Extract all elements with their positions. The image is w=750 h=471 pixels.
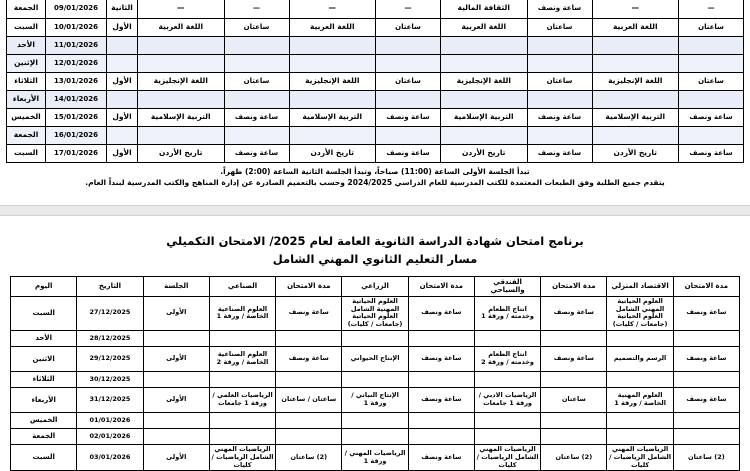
cell-subject-1	[138, 127, 225, 145]
cell-subject-4: اللغة الإنجليزية	[592, 73, 679, 91]
cell-home-subject	[607, 412, 673, 428]
cell-session	[107, 91, 138, 109]
cell-subject-4	[592, 37, 679, 55]
cell-date: 28/12/2025	[77, 330, 143, 346]
cell-date: 12/01/2026	[46, 55, 107, 73]
cell-duration-1: ساعتان	[224, 73, 289, 91]
cell-subject-4: تاريخ الأردن	[592, 145, 679, 163]
cell-duration-2	[376, 127, 441, 145]
cell-home-subject	[607, 371, 673, 387]
cell-session	[107, 37, 138, 55]
cell-home-subject	[607, 330, 673, 346]
cell-duration-1	[224, 37, 289, 55]
cell-day: الثلاثاء	[11, 371, 77, 387]
cell-duration-1	[224, 55, 289, 73]
cell-home-duration: (2) ساعتان	[673, 444, 739, 470]
cell-subject-2: اللغة العربية	[289, 19, 376, 37]
academic-exam-schedule-table	[6, 0, 744, 163]
cell-agri-duration	[408, 330, 474, 346]
cell-subject-3	[441, 55, 528, 73]
cell-duration-4	[679, 127, 744, 145]
cell-day: الجمعة	[7, 0, 46, 19]
cell-date: 14/01/2026	[46, 91, 107, 109]
cell-session	[107, 127, 138, 145]
cell-session: الأول	[107, 109, 138, 127]
cell-day: الأربعاء	[7, 91, 46, 109]
cell-date: 02/01/2026	[77, 428, 143, 444]
cell-agri-subject: الإنتاج الحيواني	[342, 346, 408, 371]
cell-subject-2: اللغة الإنجليزية	[289, 73, 376, 91]
cell-duration-1: —	[224, 0, 289, 19]
cell-duration-3	[527, 37, 592, 55]
cell-hotel-duration	[541, 371, 607, 387]
cell-subject-2: —	[289, 0, 376, 19]
cell-duration-4: ساعة ونصف	[679, 109, 744, 127]
table-row	[7, 37, 744, 55]
cell-agri-duration	[408, 412, 474, 428]
cell-date: 13/01/2026	[46, 73, 107, 91]
table-row	[7, 91, 744, 109]
cell-industrial-duration	[276, 330, 342, 346]
cell-day: الجمعة	[11, 428, 77, 444]
cell-agri-duration: ساعة ونصف	[408, 296, 474, 330]
cell-date: 15/01/2026	[46, 109, 107, 127]
cell-session: الثانية	[107, 0, 138, 19]
cell-hotel-duration	[541, 330, 607, 346]
cell-session: الأولى	[143, 444, 209, 470]
cell-industrial-duration	[276, 428, 342, 444]
cell-session: الأول	[107, 73, 138, 91]
cell-industrial-duration	[276, 412, 342, 428]
page-subtitle: مسار التعليم الثانوي المهني الشامل	[272, 252, 478, 266]
cell-hotel-duration: ساعة ونصف	[541, 296, 607, 330]
cell-duration-1: ساعة ونصف	[224, 145, 289, 163]
cell-day: السبت	[11, 296, 77, 330]
top-schedule-table	[6, 0, 744, 163]
vocational-exam-schedule-table	[10, 276, 740, 471]
cell-date: 30/12/2025	[77, 371, 143, 387]
cell-subject-2: التربية الإسلامية	[289, 109, 376, 127]
header-industrial-duration: مدة الامتحان	[276, 277, 342, 297]
table-row	[11, 296, 740, 330]
cell-industrial-subject: العلوم الصناعية الخاصة / ورقة 2	[209, 346, 275, 371]
cell-hotel-duration	[541, 428, 607, 444]
cell-home-duration: ساعة ونصف	[673, 346, 739, 371]
cell-duration-2: ساعة ونصف	[376, 109, 441, 127]
header-home-economics: الاقتصاد المنزلي	[607, 277, 673, 297]
cell-duration-3	[527, 55, 592, 73]
cell-subject-4	[592, 127, 679, 145]
table-row	[11, 371, 740, 387]
cell-subject-3: اللغة العربية	[441, 19, 528, 37]
header-home-duration: مدة الامتحان	[673, 277, 739, 297]
cell-home-subject: العلوم الحياتية المهني الشامل العلوم الحياتية (جامعات / كليات)	[607, 296, 673, 330]
cell-subject-2	[289, 55, 376, 73]
header-agri-duration: مدة الامتحان	[408, 277, 474, 297]
cell-session: الأولى	[143, 387, 209, 412]
cell-date: 11/01/2026	[46, 37, 107, 55]
cell-duration-2	[376, 91, 441, 109]
cell-home-duration: ساعة ونصف	[673, 387, 739, 412]
cell-session	[107, 55, 138, 73]
cell-hotel-subject	[474, 330, 540, 346]
cell-industrial-subject	[209, 371, 275, 387]
cell-home-duration	[673, 371, 739, 387]
table-row	[7, 55, 744, 73]
cell-subject-2	[289, 127, 376, 145]
cell-subject-3: الثقافة المالية	[441, 0, 528, 19]
cell-agri-subject: الرياضيات المهني / ورقة 1	[342, 444, 408, 470]
cell-duration-4: —	[679, 0, 744, 19]
cell-subject-3: تاريخ الأردن	[441, 145, 528, 163]
table-row	[7, 145, 744, 163]
note-line-1: تبدأ الجلسة الأولى الساعة (11:00) صباحاً، وتبدأ الجلسة الثانية الساعة (2:00) ظهراً.	[220, 167, 530, 176]
cell-subject-1: —	[138, 0, 225, 19]
cell-hotel-subject	[474, 412, 540, 428]
cell-subject-4	[592, 55, 679, 73]
cell-subject-2	[289, 37, 376, 55]
cell-home-duration	[673, 412, 739, 428]
cell-duration-3	[527, 127, 592, 145]
cell-hotel-subject	[474, 428, 540, 444]
cell-duration-4: ساعة ونصف	[679, 145, 744, 163]
table-row	[7, 127, 744, 145]
page-separator	[0, 205, 750, 216]
cell-agri-subject: الإنتاج النباتي / ورقة 1	[342, 387, 408, 412]
cell-session	[143, 428, 209, 444]
cell-subject-3	[441, 127, 528, 145]
cell-industrial-duration: ساعة ونصف	[276, 346, 342, 371]
table-row	[11, 330, 740, 346]
cell-agri-subject: العلوم الحياتية المهنية الشامل العلوم الحياتية (جامعات / كليات)	[342, 296, 408, 330]
table-row	[11, 387, 740, 412]
cell-home-subject: الرسم والتصميم	[607, 346, 673, 371]
cell-agri-subject	[342, 371, 408, 387]
cell-industrial-subject	[209, 412, 275, 428]
cell-agri-subject	[342, 330, 408, 346]
cell-subject-4	[592, 91, 679, 109]
cell-hotel-subject: انتاج الطعام وخدمته / ورقة 1	[474, 296, 540, 330]
cell-session: الأول	[107, 145, 138, 163]
cell-duration-4	[679, 55, 744, 73]
cell-session	[143, 371, 209, 387]
cell-industrial-subject	[209, 330, 275, 346]
table-header-row	[11, 277, 740, 297]
cell-session: الأول	[107, 19, 138, 37]
cell-date: 17/01/2026	[46, 145, 107, 163]
cell-duration-2	[376, 37, 441, 55]
cell-duration-2: —	[376, 0, 441, 19]
cell-subject-4: اللغة العربية	[592, 19, 679, 37]
cell-day: السبت	[7, 145, 46, 163]
cell-agri-duration	[408, 371, 474, 387]
cell-day: الإثنين	[7, 55, 46, 73]
cell-agri-duration: ساعة ونصف	[408, 444, 474, 470]
cell-subject-3: اللغة الإنجليزية	[441, 73, 528, 91]
cell-duration-1	[224, 127, 289, 145]
cell-hotel-duration: ساعتان	[541, 387, 607, 412]
cell-duration-2	[376, 55, 441, 73]
cell-date: 03/01/2026	[77, 444, 143, 470]
cell-subject-1: التربية الإسلامية	[138, 109, 225, 127]
cell-date: 10/01/2026	[46, 19, 107, 37]
cell-industrial-duration: ساعة ونصف	[276, 296, 342, 330]
header-agriculture: الزراعي	[342, 277, 408, 297]
cell-agri-subject	[342, 428, 408, 444]
cell-hotel-subject: انتاج الطعام وخدمته / ورقة 2	[474, 346, 540, 371]
cell-day: السبت	[7, 19, 46, 37]
cell-duration-4: ساعتان	[679, 73, 744, 91]
cell-day: الأحد	[7, 37, 46, 55]
table-row	[11, 428, 740, 444]
cell-date: 29/12/2025	[77, 346, 143, 371]
cell-duration-1: ساعة ونصف	[224, 109, 289, 127]
cell-industrial-subject: الرياضيات المهني الشامل الرياضيات / كليات	[209, 444, 275, 470]
cell-duration-2: ساعتان	[376, 73, 441, 91]
cell-day: الجمعة	[7, 127, 46, 145]
cell-subject-1	[138, 91, 225, 109]
cell-industrial-subject	[209, 428, 275, 444]
cell-home-duration	[673, 428, 739, 444]
cell-date: 01/01/2026	[77, 412, 143, 428]
cell-subject-2: تاريخ الأردن	[289, 145, 376, 163]
cell-agri-subject	[342, 412, 408, 428]
cell-agri-duration: ساعة ونصف	[408, 346, 474, 371]
cell-duration-3	[527, 91, 592, 109]
cell-session	[143, 412, 209, 428]
cell-subject-1: اللغة العربية	[138, 19, 225, 37]
cell-agri-duration: ساعة ونصف	[408, 387, 474, 412]
cell-subject-4: —	[592, 0, 679, 19]
header-day: اليوم	[11, 277, 77, 297]
cell-session	[143, 330, 209, 346]
cell-duration-2: ساعة ونصف	[376, 145, 441, 163]
cell-date: 16/01/2026	[46, 127, 107, 145]
table-row	[11, 346, 740, 371]
cell-subject-2	[289, 91, 376, 109]
page-title: برنامج امتحان شهادة الدراسة الثانوية العامة لعام 2025/ الامتحان التكميلي	[166, 234, 584, 248]
cell-day: السبت	[11, 444, 77, 470]
cell-duration-4	[679, 37, 744, 55]
cell-home-subject	[607, 428, 673, 444]
cell-day: الاثنين	[11, 346, 77, 371]
cell-hotel-duration	[541, 412, 607, 428]
cell-hotel-subject: الرياضيات المهني الشامل الرياضيات / كليات	[474, 444, 540, 470]
cell-duration-1	[224, 91, 289, 109]
cell-duration-4: ساعتان	[679, 19, 744, 37]
table-row	[7, 19, 744, 37]
cell-day: الخميس	[7, 109, 46, 127]
cell-duration-3: ساعة ونصف	[527, 145, 592, 163]
cell-hotel-subject	[474, 371, 540, 387]
cell-industrial-subject: العلوم الصناعية الخاصة / ورقة 1	[209, 296, 275, 330]
cell-home-duration	[673, 330, 739, 346]
cell-day: الأحد	[11, 330, 77, 346]
header-hotel-duration: مدة الامتحان	[541, 277, 607, 297]
cell-duration-4	[679, 91, 744, 109]
cell-session: الأولى	[143, 346, 209, 371]
cell-day: الثلاثاء	[7, 73, 46, 91]
header-session: الجلسة	[143, 277, 209, 297]
cell-home-subject: العلوم المهنية الخاصة / ورقة 1	[607, 387, 673, 412]
cell-duration-1: ساعتان	[224, 19, 289, 37]
cell-industrial-duration: (2) ساعتان	[276, 444, 342, 470]
cell-home-subject: الرياضيات المهني الشامل الرياضيات / كليات	[607, 444, 673, 470]
cell-day: الأربعاء	[11, 387, 77, 412]
cell-home-duration: ساعة ونصف	[673, 296, 739, 330]
header-date: التاريخ	[77, 277, 143, 297]
cell-day: الخميس	[11, 412, 77, 428]
table-row	[7, 109, 744, 127]
cell-subject-3: التربية الإسلامية	[441, 109, 528, 127]
table-row	[7, 73, 744, 91]
header-industrial: الصناعي	[209, 277, 275, 297]
cell-subject-1: تاريخ الأردن	[138, 145, 225, 163]
schedule-notes	[0, 166, 750, 189]
cell-date: 31/12/2025	[77, 387, 143, 412]
cell-subject-1	[138, 37, 225, 55]
cell-duration-2: ساعتان	[376, 19, 441, 37]
table-row	[7, 0, 744, 19]
cell-subject-4: التربية الإسلامية	[592, 109, 679, 127]
cell-session: الأولى	[143, 296, 209, 330]
header-hotel-tourism: الفندقي والسياحي	[474, 277, 540, 297]
cell-duration-3: ساعتان	[527, 73, 592, 91]
table-row	[11, 444, 740, 470]
cell-subject-1	[138, 55, 225, 73]
cell-hotel-duration: (2) ساعتان	[541, 444, 607, 470]
cell-hotel-duration: ساعة ونصف	[541, 346, 607, 371]
cell-duration-3: ساعة ونصف	[527, 0, 592, 19]
bottom-schedule-table	[10, 276, 740, 471]
cell-subject-1: اللغة الإنجليزية	[138, 73, 225, 91]
cell-duration-3: ساعة ونصف	[527, 109, 592, 127]
table-row	[11, 412, 740, 428]
cell-industrial-subject: الرياضيات العلمي / ورقة 1 جامعات	[209, 387, 275, 412]
cell-agri-duration	[408, 428, 474, 444]
cell-duration-3: ساعتان	[527, 19, 592, 37]
cell-subject-3	[441, 37, 528, 55]
cell-industrial-duration: ساعتان / ساعتان	[276, 387, 342, 412]
cell-subject-3	[441, 91, 528, 109]
cell-hotel-subject: الرياضيات الادبي / ورقة 1 جامعات	[474, 387, 540, 412]
cell-industrial-duration	[276, 371, 342, 387]
cell-date: 27/12/2025	[77, 296, 143, 330]
cell-date: 09/01/2026	[46, 0, 107, 19]
note-line-2: يتقدم جميع الطلبة وفق الطبعات المعتمدة للكتب المدرسية للعام الدراسي 2024/2025 وحسب بالتعميم الصادرة عن إدارة المناهج والكتب المدرسية لبنداً العام.	[85, 178, 665, 188]
